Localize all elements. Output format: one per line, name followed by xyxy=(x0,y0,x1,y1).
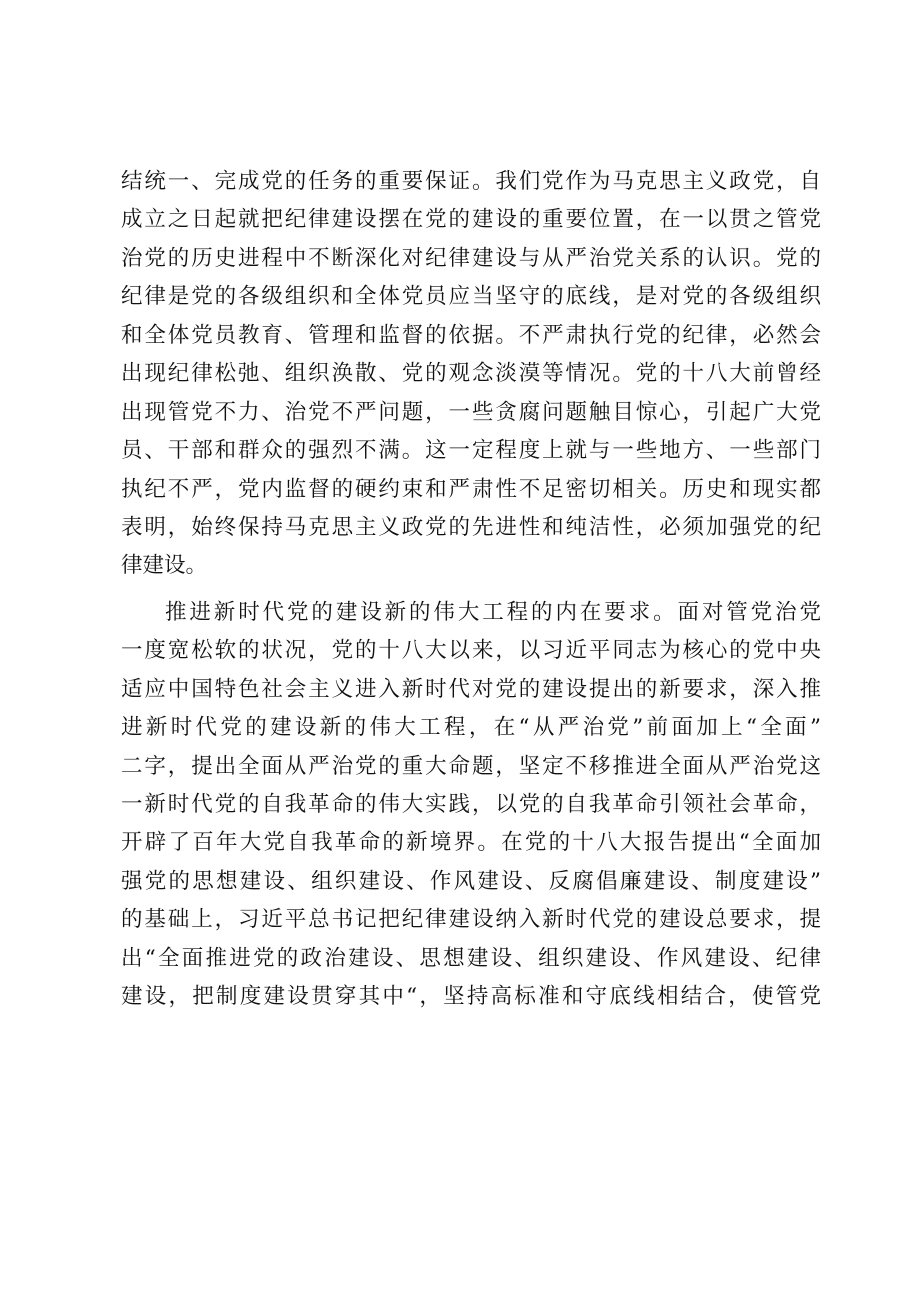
text-line: 适应中国特色社会主义进入新时代对党的建设提出的新要求，深入推 xyxy=(121,676,821,702)
document-body xyxy=(121,163,821,1017)
text-line: 出“全面推进党的政治建设、思想建设、组织建设、作风建设、纪律 xyxy=(121,945,821,971)
text-line: 执纪不严，党内监督的硬约束和严肃性不足密切相关。历史和现实都 xyxy=(121,476,821,502)
text-line: 出现管党不力、治党不严问题，一些贪腐问题触目惊心，引起广大党 xyxy=(121,399,821,425)
text-line: 纪律是党的各级组织和全体党员应当坚守的底线，是对党的各级组织 xyxy=(121,284,821,310)
text-line: 出现纪律松弛、组织涣散、党的观念淡漠等情况。党的十八大前曾经 xyxy=(121,361,821,387)
paragraph-1 xyxy=(121,163,821,586)
text-line: 进新时代党的建设新的伟大工程，在“从严治党”前面加上“全面” xyxy=(121,715,821,741)
text-line: 推进新时代党的建设新的伟大工程的内在要求。面对管党治党 xyxy=(165,599,821,625)
text-line: 和全体党员教育、管理和监督的依据。不严肃执行党的纪律，必然会 xyxy=(121,322,821,348)
text-line: 成立之日起就把纪律建设摆在党的建设的重要位置，在一以贯之管党 xyxy=(121,207,821,233)
text-line: 治党的历史进程中不断深化对纪律建设与从严治党关系的认识。党的 xyxy=(121,245,821,271)
text-line: 建设，把制度建设贯穿其中“，坚持高标准和守底线相结合，使管党 xyxy=(121,984,821,1010)
text-line: 员、干部和群众的强烈不满。这一定程度上就与一些地方、一些部门 xyxy=(121,438,821,464)
paragraph-gap xyxy=(121,586,821,594)
text-line: 开辟了百年大党自我革命的新境界。在党的十八大报告提出“全面加 xyxy=(121,830,821,856)
text-line: 结统一、完成党的任务的重要保证。我们党作为马克思主义政党，自 xyxy=(121,169,821,194)
text-line: 律建设。 xyxy=(121,553,208,579)
text-line: 一度宽松软的状况，党的十八大以来，以习近平同志为核心的党中央 xyxy=(121,638,821,664)
text-line: 一新时代党的自我革命的伟大实践，以党的自我革命引领社会革命， xyxy=(121,792,821,817)
paragraph-2 xyxy=(121,594,821,1017)
text-line: 二字，提出全面从严治党的重大命题，坚定不移推进全面从严治党这 xyxy=(121,753,821,779)
text-line: 强党的思想建设、组织建设、作风建设、反腐倡廉建设、制度建设” xyxy=(121,868,821,894)
text-line: 表明，始终保持马克思主义政党的先进性和纯洁性，必须加强党的纪 xyxy=(121,514,821,540)
text-line: 的基础上，习近平总书记把纪律建设纳入新时代党的建设总要求，提 xyxy=(121,907,821,933)
